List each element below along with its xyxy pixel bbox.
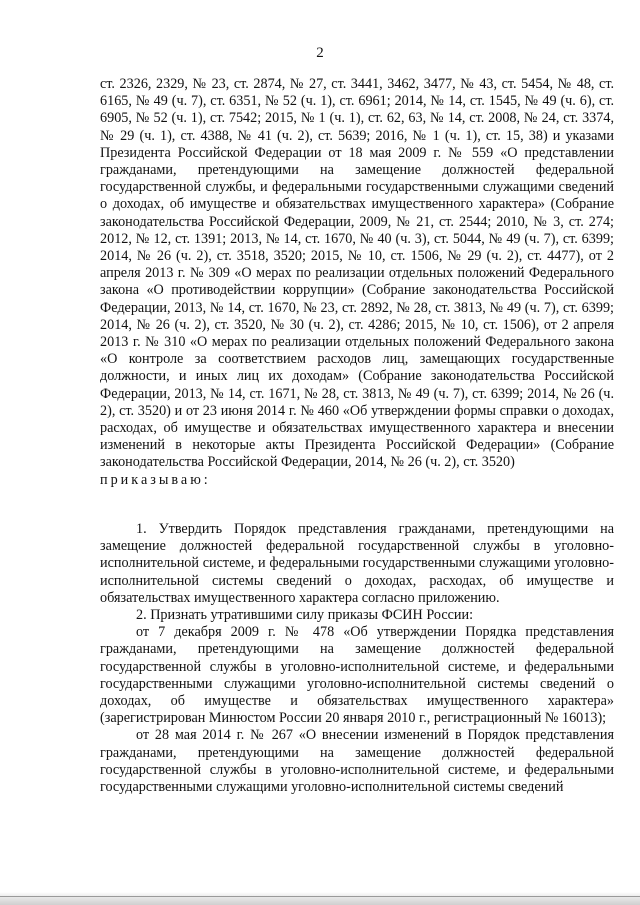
repealed-order-267: от 28 мая 2014 г. № 267 «О внесении изменений в Порядок представления гражданами, претендующими на замещение должностей федеральной государственной службы в уголовно-исполнительной системе, и федеральными государственными служащими уголовно-исполнительной системы сведений bbox=[100, 727, 614, 796]
page-number: 2 bbox=[316, 45, 324, 61]
preamble-paragraph: ст. 2326, 2329, № 23, ст. 2874, № 27, ст. 3441, 3462, 3477, № 43, ст. 5454, № 48, ст. 6165, № 49 (ч. 7), ст. 6351, № 52 (ч. 1), ст. 6961; 2014, № 14, ст. 1545, № 49 (ч. 6), ст. 6905, № 52 (ч. 1), ст. 7542; 2015, № 1 (ч. 1), ст. 62, 63, № 14, ст. 2008, № 24, ст. 3374, № 29 (ч. 1), ст. 4388, № 41 (ч. 2), ст. 5639; 2016, № 1 (ч. 1), ст. 15, 38) и указами Президента Российской Федерации от 18 мая 2009 г. № 559 «О представлении гражданами, претендующими на замещение должностей федеральной государственной службы, и федеральными государственными служащими сведений о доходах, об имуществе и обязательствах имущественного характера» (Собрание законодательства Российской Федерации, 2009, № 21, ст. 2544; 2010, № 3, ст. 274; 2012, № 12, ст. 1391; 2013, № 14, ст. 1670, № 40 (ч. 3), ст. 5044, № 49 (ч. 7), ст. 6399; 2014, № 26 (ч. 2), ст. 3518, 3520; 2015, № 10, ст. 1506, № 29 (ч. 2), ст. 4477), от 2 апреля 2013 г. № 309 «О мерах по реализации отдельных положений Федерального закона «О противодействии коррупции» (Собрание законодательства Российской Федерации, 2013, № 14, ст. 1670, № 23, ст. 2892, № 28, ст. 3813, № 49 (ч. 7), ст. 6399; 2014, № 26 (ч. 2), ст. 3520, № 30 (ч. 2), ст. 4286; 2015, № 10, ст. 1506), от 2 апреля 2013 г. № 310 «О мерах по реализации отдельных положений Федерального закона «О контроле за соответствием расходов лиц, замещающих государственные должности, и иных лиц их доходам» (Собрание законодательства Российской Федерации, 2013, № 14, ст. 1671, № 28, ст. 3813, № 49 (ч. 7), ст. 6399; 2014, № 26 (ч. 2), ст. 3520) и от 23 июня 2014 г. № 460 «Об утверждении формы справки о доходах, расходах, об имуществе и обязательствах имущественного характера и внесении изменений в некоторые акты Президента Российской Федерации» (Собрание законодательства Российской Федерации, 2014, № 26 (ч. 2), ст. 3520) bbox=[100, 76, 614, 471]
preamble-block bbox=[100, 76, 614, 489]
order-item-1: 1. Утвердить Порядок представления гражданами, претендующими на замещение должностей федеральной государственной службы в уголовно-исполнительной системе, и федеральными государственными служащими уголовно-исполнительной системы сведений о доходах, расходах, об имуществе и обязательствах имущественного характера согласно приложению. bbox=[100, 521, 614, 606]
order-items-block bbox=[100, 521, 614, 796]
repealed-order-478: от 7 декабря 2009 г. № 478 «Об утверждении Порядка представления гражданами, претендующими на замещение должностей федеральной государственной службы в уголовно-исполнительной системе, и федеральными государственными служащими уголовно-исполнительной системы сведений о доходах, об имуществе и обязательствах имущественного характера» (зарегистрирован Минюстом России 20 января 2010 г., регистрационный № 16013); bbox=[100, 624, 614, 727]
scan-bottom-line bbox=[0, 896, 640, 897]
scan-bottom-edge bbox=[0, 892, 640, 905]
order-item-2: 2. Признать утратившими силу приказы ФСИН России: bbox=[136, 607, 474, 624]
order-word: приказываю: bbox=[100, 471, 211, 488]
